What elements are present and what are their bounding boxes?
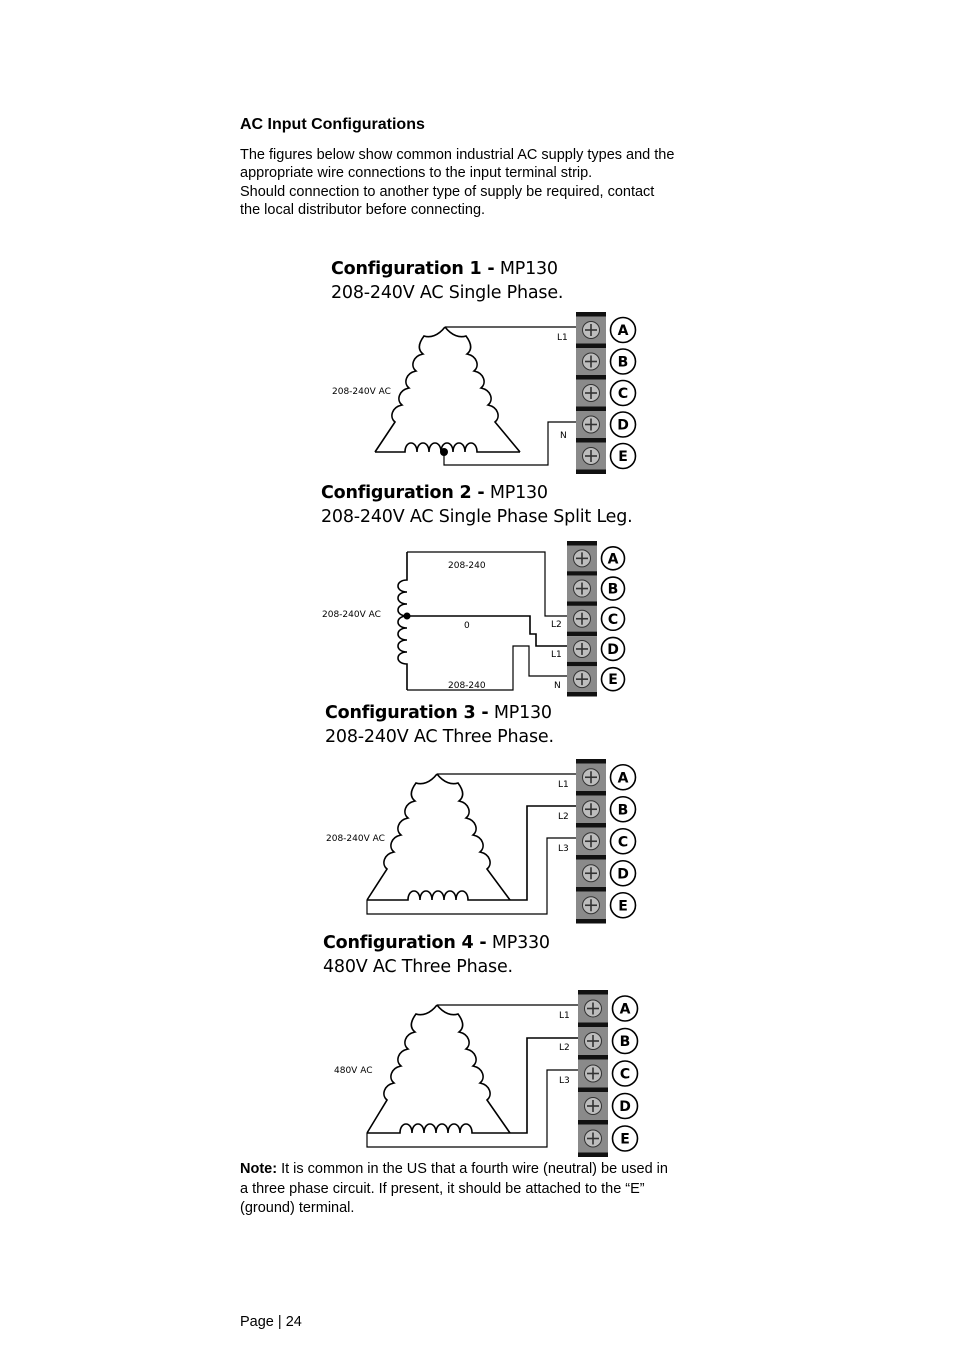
- wire-label: L3: [559, 1076, 570, 1086]
- terminal-C: [578, 1055, 638, 1088]
- terminal-E: [578, 1120, 638, 1153]
- screw-icon: [583, 833, 600, 850]
- delta-winding: [375, 327, 520, 452]
- wire-label: L3: [558, 844, 569, 854]
- wire-label: N: [560, 431, 567, 441]
- config-4-title: [323, 931, 550, 979]
- config-1-label: Configuration 1 -: [331, 259, 495, 279]
- terminal-A: [578, 990, 638, 1023]
- terminal-C: [567, 601, 625, 631]
- terminal-letter: C: [617, 834, 629, 851]
- config-3-model: MP130: [493, 703, 552, 723]
- terminal-C: [576, 823, 636, 855]
- terminal-label-B: [611, 349, 636, 374]
- terminal-E: [567, 662, 625, 692]
- terminal-letter: B: [617, 802, 629, 819]
- config-3-label: Configuration 3 -: [325, 703, 489, 723]
- intro-line: appropriate wire connections to the input terminal strip.: [240, 165, 593, 182]
- config-3-diagram: [320, 757, 650, 922]
- leg-mid-label: 0: [464, 621, 470, 631]
- terminal-C: [576, 375, 636, 407]
- screw-icon: [583, 385, 600, 402]
- screw-icon: [583, 769, 600, 786]
- terminal-letter: D: [619, 1099, 631, 1115]
- wire-label: L1: [551, 650, 562, 660]
- terminal-letter: A: [607, 551, 619, 568]
- leg-top-label: 208-240: [448, 561, 486, 571]
- wire-l3: [367, 1070, 580, 1147]
- terminal-letter: C: [607, 611, 619, 628]
- terminal-block: [567, 541, 625, 697]
- config-1-title: [331, 257, 563, 305]
- screw-icon: [574, 580, 591, 597]
- config-1-diagram: [320, 310, 650, 475]
- screw-icon: [583, 865, 600, 882]
- wire-label: L2: [551, 620, 562, 630]
- screw-icon: [583, 897, 600, 914]
- terminal-A: [567, 541, 625, 571]
- terminal-letter: E: [608, 672, 618, 689]
- screw-icon: [583, 448, 600, 465]
- terminal-letter: D: [607, 641, 619, 658]
- screw-icon: [585, 1065, 602, 1082]
- terminal-B: [578, 1023, 638, 1056]
- screw-icon: [574, 671, 591, 688]
- terminal-D: [567, 632, 625, 662]
- terminal-letter: D: [617, 417, 629, 434]
- terminal-letter: A: [617, 323, 629, 339]
- config-4-diagram: [320, 988, 650, 1153]
- wire-label: N: [554, 681, 561, 691]
- terminal-label-D: [611, 861, 636, 886]
- delta-winding: [367, 1005, 510, 1133]
- config-2-supply-label: 208-240V AC: [322, 610, 381, 620]
- section-heading: AC Input Configurations: [240, 116, 425, 133]
- config-3-title: [325, 701, 554, 749]
- wire-label: L1: [558, 780, 569, 790]
- terminal-B: [576, 791, 636, 823]
- config-2-subtitle: 208-240V AC Single Phase Split Leg.: [321, 507, 633, 527]
- config-4-subtitle: 480V AC Three Phase.: [323, 957, 513, 977]
- wire-mid: [407, 616, 567, 646]
- terminal-letter: B: [617, 354, 629, 371]
- terminal-letter: A: [617, 770, 629, 787]
- terminal-E: [576, 887, 636, 919]
- wire-label: L2: [559, 1043, 570, 1053]
- terminal-label-E: [613, 1126, 638, 1151]
- config-2-title: [321, 481, 633, 529]
- terminal-label-E: [611, 444, 636, 469]
- terminal-letter: E: [618, 449, 628, 465]
- note-line: It is common in the US that a fourth wire (neutral) be used in: [281, 1161, 668, 1177]
- wire-l3: [367, 838, 578, 914]
- intro-line: the local distributor before connecting.: [240, 201, 486, 218]
- intro-paragraph: [240, 146, 740, 219]
- screw-icon: [574, 610, 591, 627]
- screw-icon: [585, 1130, 602, 1147]
- terminal-B: [567, 571, 625, 601]
- terminal-label-A: [613, 996, 638, 1021]
- config-1-model: MP130: [499, 259, 558, 279]
- terminal-letter: E: [620, 1131, 630, 1148]
- terminal-D: [578, 1088, 638, 1121]
- screw-icon: [574, 550, 591, 567]
- terminal-D: [576, 407, 636, 439]
- screw-icon: [585, 1033, 602, 1050]
- terminal-letter: C: [617, 386, 629, 402]
- terminal-letter: D: [617, 866, 629, 883]
- terminal-B: [576, 344, 636, 376]
- wire-n: [444, 422, 578, 465]
- junction-dot: [440, 448, 448, 456]
- screw-icon: [583, 801, 600, 818]
- terminal-label-C: [611, 381, 636, 406]
- terminal-label-C: [613, 1061, 638, 1086]
- terminal-letter: A: [619, 1001, 631, 1018]
- wire-top: [407, 552, 567, 616]
- terminal-block: [578, 990, 638, 1157]
- terminal-E: [576, 438, 636, 470]
- config-4-supply-label: 480V AC: [334, 1066, 373, 1076]
- terminal-letter: B: [607, 581, 619, 598]
- config-2-model: MP130: [489, 483, 548, 503]
- terminal-block: [576, 759, 636, 924]
- intro-line: Should connection to another type of supply be required, contact: [240, 183, 655, 200]
- screw-icon: [583, 322, 600, 339]
- terminal-A: [576, 312, 636, 344]
- screw-icon: [585, 1098, 602, 1115]
- terminal-letter: B: [619, 1034, 631, 1050]
- terminal-label-E: [611, 893, 636, 918]
- screw-icon: [583, 416, 600, 433]
- terminal-block: [576, 312, 636, 474]
- config-1-supply-label: 208-240V AC: [332, 387, 391, 397]
- config-2-diagram: [315, 538, 645, 698]
- config-2-label: Configuration 2 -: [321, 483, 485, 503]
- terminal-label-E: [602, 668, 625, 691]
- terminal-label-C: [602, 607, 625, 630]
- config-4-label: Configuration 4 -: [323, 933, 487, 953]
- terminal-label-A: [611, 765, 636, 790]
- screw-icon: [574, 640, 591, 657]
- delta-winding: [367, 774, 510, 900]
- split-winding: [398, 552, 407, 690]
- terminal-label-D: [613, 1094, 638, 1119]
- note-line: (ground) terminal.: [240, 1200, 355, 1216]
- terminal-letter: C: [619, 1066, 631, 1083]
- junction-dot: [404, 613, 411, 620]
- terminal-label-C: [611, 829, 636, 854]
- leg-bottom-label: 208-240: [448, 681, 486, 691]
- page-number: Page | 24: [240, 1314, 302, 1330]
- screw-icon: [585, 1000, 602, 1017]
- wire-bottom: [407, 646, 567, 690]
- terminal-label-D: [602, 637, 625, 660]
- config-1-subtitle: 208-240V AC Single Phase.: [331, 283, 564, 303]
- config-3-subtitle: 208-240V AC Three Phase.: [325, 727, 554, 747]
- wire-label: L1: [559, 1011, 570, 1021]
- wire-label: L2: [558, 812, 569, 822]
- terminal-label-A: [602, 547, 625, 570]
- screw-icon: [583, 353, 600, 370]
- terminal-label-B: [611, 797, 636, 822]
- terminal-D: [576, 855, 636, 887]
- terminal-A: [576, 759, 636, 791]
- terminal-label-B: [613, 1029, 638, 1054]
- terminal-label-A: [611, 318, 636, 343]
- note-paragraph: [240, 1160, 730, 1219]
- terminal-label-D: [611, 412, 636, 437]
- wire-label: L1: [557, 333, 568, 343]
- intro-line: The figures below show common industrial AC supply types and the: [240, 147, 675, 163]
- config-3-supply-label: 208-240V AC: [326, 834, 385, 844]
- terminal-letter: E: [618, 898, 628, 915]
- note-label: Note:: [240, 1161, 278, 1177]
- terminal-label-B: [602, 577, 625, 600]
- note-line: a three phase circuit. If present, it should be attached to the “E”: [240, 1180, 645, 1197]
- config-4-model: MP330: [491, 933, 550, 953]
